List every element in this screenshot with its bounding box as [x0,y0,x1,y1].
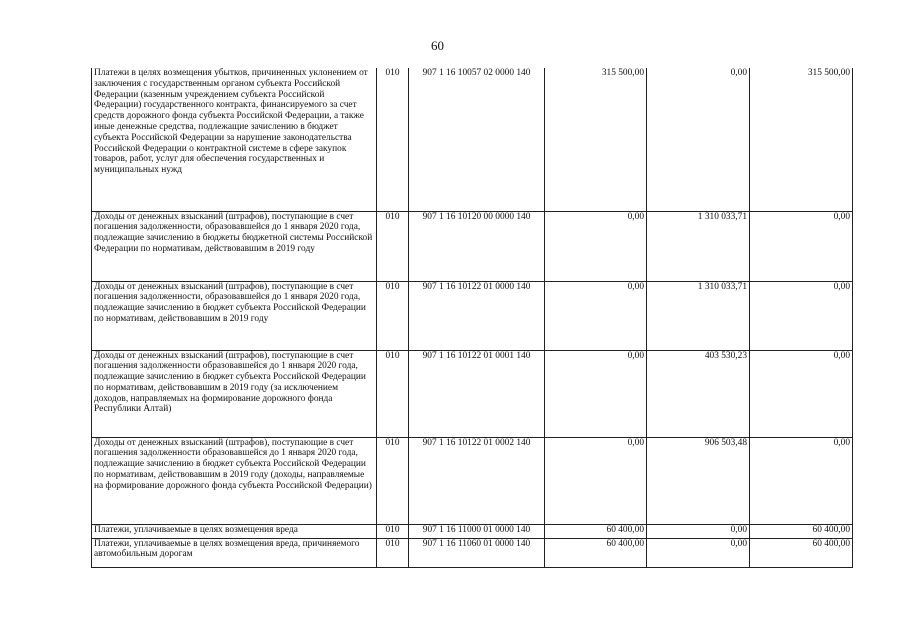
page-number: 60 [431,38,444,53]
row-name: Доходы от денежных взысканий (штрафов), поступающие в счет погашения задолженности, образовавшейся до 1 января 2020 года, подлежащие зачислению в бюджеты бюджетной системы Российской Федерации по нормативам, действовавшим в 2019 году [92,211,377,281]
table-row [92,538,853,567]
row-name: Доходы от денежных взысканий (штрафов), поступающие в счет погашения задолженности, образовавшейся до 1 января 2020 года, подлежащие зачислению в бюджет субъекта Российской Федерации по нормативам, действовавшим в 2019 году [92,281,377,350]
row-name: Доходы от денежных взысканий (штрафов), поступающие в счет погашения задолженности образовавшейся до 1 января 2020 года, подлежащие зачислению в бюджет субъекта Российской Федерации по нормативам, действовавшим в 2019 году (доходы, направляемые на формирование дорожного фонда субъекта Российской Федерации) [92,437,377,524]
amount-column-1: 0,00 [545,350,647,437]
amount-column-1: 0,00 [545,211,647,281]
amount-column-3: 0,00 [750,281,853,350]
admin-code: 010 [377,281,409,350]
admin-code: 010 [377,524,409,538]
table-row [92,68,853,211]
budget-classification-code: 907 1 16 11060 01 0000 140 [409,538,545,567]
amount-column-1: 60 400,00 [545,538,647,567]
row-name: Доходы от денежных взысканий (штрафов), поступающие в счет погашения задолженности образовавшейся до 1 января 2020 года, подлежащие зачислению в бюджет субъекта Российской Федерации по нормативам, действовавшим в 2019 году (за исключением доходов, направляемых на формирование дорожного фонда Республики Алтай) [92,350,377,437]
amount-column-1: 60 400,00 [545,524,647,538]
amount-column-1: 0,00 [545,437,647,524]
table-row [92,281,853,350]
amount-column-3: 60 400,00 [750,538,853,567]
table-row [92,524,853,538]
table-row [92,437,853,524]
table-row [92,350,853,437]
budget-revenue-table [91,68,853,568]
admin-code: 010 [377,538,409,567]
table-row [92,211,853,281]
budget-classification-code: 907 1 16 10122 01 0000 140 [409,281,545,350]
amount-column-3: 60 400,00 [750,524,853,538]
amount-column-3: 315 500,00 [750,68,853,211]
amount-column-2: 0,00 [647,538,750,567]
budget-classification-code: 907 1 16 11000 01 0000 140 [409,524,545,538]
row-name: Платежи, уплачиваемые в целях возмещения вреда, причиняемого автомобильным дорогам [92,538,377,567]
amount-column-1: 0,00 [545,281,647,350]
admin-code: 010 [377,437,409,524]
budget-classification-code: 907 1 16 10057 02 0000 140 [409,68,545,211]
budget-classification-code: 907 1 16 10122 01 0002 140 [409,437,545,524]
admin-code: 010 [377,68,409,211]
amount-column-3: 0,00 [750,350,853,437]
amount-column-2: 0,00 [647,524,750,538]
amount-column-2: 403 530,23 [647,350,750,437]
budget-classification-code: 907 1 16 10120 00 0000 140 [409,211,545,281]
amount-column-3: 0,00 [750,211,853,281]
amount-column-1: 315 500,00 [545,68,647,211]
amount-column-2: 1 310 033,71 [647,211,750,281]
row-name: Платежи в целях возмещения убытков, причиненных уклонением от заключения с государственным органом субъекта Российской Федерации (казенным учреждением субъекта Российской Федерации) государственного контракта, финансируемого за счет средств дорожного фонда субъекта Российской Федерации, а также иные денежные средства, подлежащие зачислению в бюджет субъекта Российской Федерации за нарушение законодательства Российской Федерации о контрактной системе в сфере закупок товаров, работ, услуг для обеспечения государственных и муниципальных нужд [92,68,377,211]
admin-code: 010 [377,211,409,281]
budget-classification-code: 907 1 16 10122 01 0001 140 [409,350,545,437]
admin-code: 010 [377,350,409,437]
row-name: Платежи, уплачиваемые в целях возмещения вреда [92,524,377,538]
amount-column-2: 0,00 [647,68,750,211]
amount-column-3: 0,00 [750,437,853,524]
amount-column-2: 1 310 033,71 [647,281,750,350]
amount-column-2: 906 503,48 [647,437,750,524]
